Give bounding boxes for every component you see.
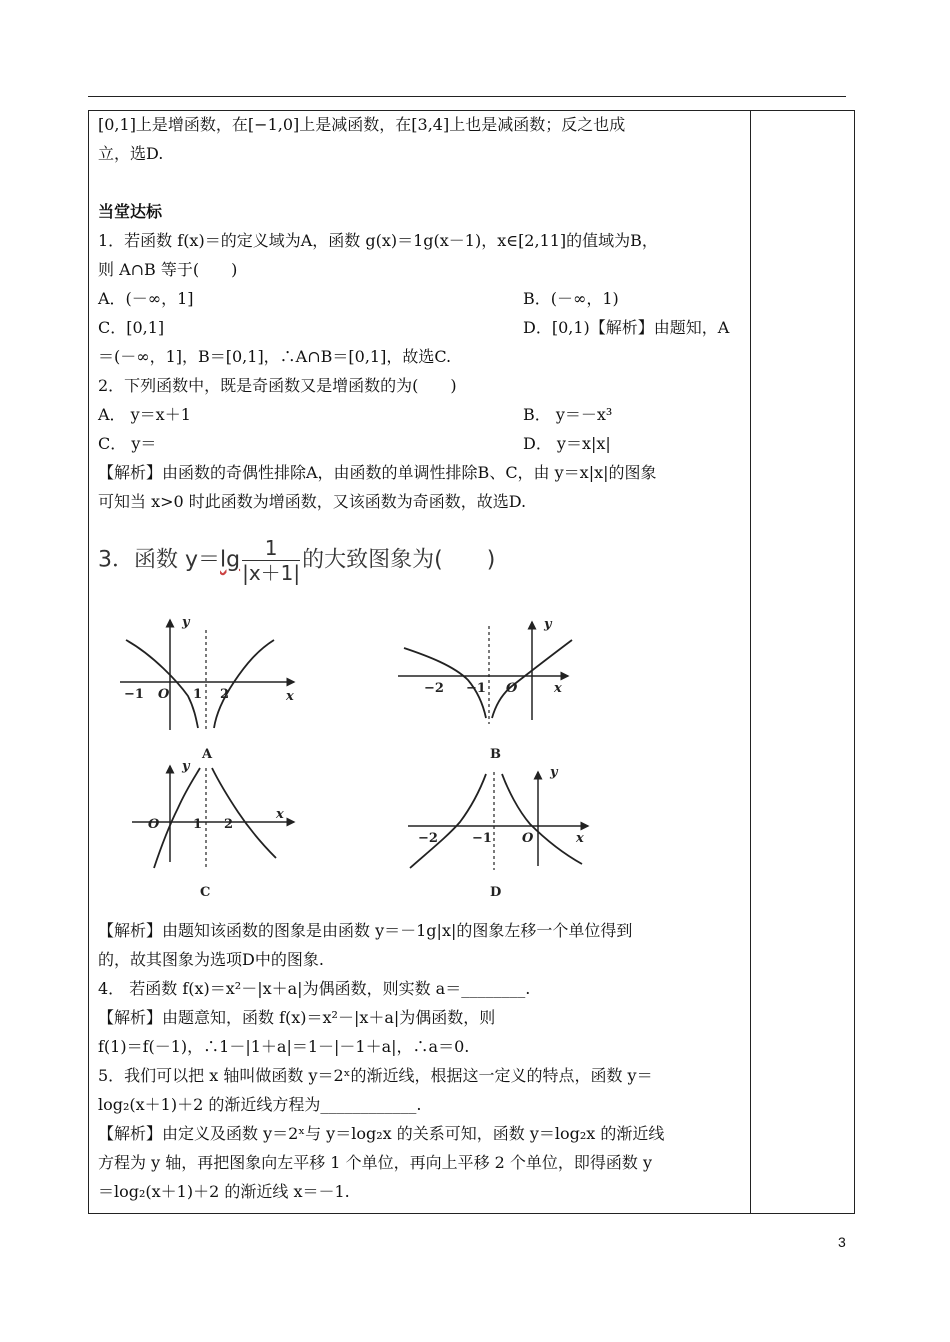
origin-label: O (148, 817, 160, 832)
q1-stem: 则 A∩B 等于( ) (98, 260, 238, 279)
q1-option-a: A．(－∞，1] (98, 289, 194, 308)
q3-lg: lg (220, 547, 241, 573)
graph-label-a: A (202, 747, 213, 762)
q1-option-c: C．[0,1] (98, 318, 165, 337)
q3-numerator: 1 (242, 536, 300, 561)
q3-figure (98, 536, 658, 906)
q5-stem: log₂(x＋1)＋2 的渐近线方程为____________. (98, 1095, 422, 1114)
axis-label-x: x (576, 831, 584, 846)
axis-label-y: y (544, 617, 552, 632)
text-line: 立，选D. (98, 144, 164, 163)
blank-line (98, 168, 743, 197)
q1-options-row (98, 284, 743, 313)
q2-analysis: 【解析】由函数的奇偶性排除A，由函数的单调性排除B、C，由 y＝x|x|的图象 (98, 463, 657, 482)
tick-label: 1 (193, 817, 203, 832)
q4-stem: 4． 若函数 f(x)＝x²－|x＋a|为偶函数，则实数 a＝________. (98, 979, 531, 998)
q2-option-d: D． y＝x|x| (523, 434, 611, 453)
q2-stem: 2．下列函数中，既是奇函数又是增函数的为( ) (98, 376, 457, 395)
axis-label-x: x (276, 807, 284, 822)
graph-label-b: B (490, 747, 501, 762)
graph-d (408, 765, 588, 900)
q2-option-b: B． y＝－x³ (523, 405, 613, 424)
graph-c (132, 759, 294, 900)
tick-label: −1 (466, 681, 486, 696)
q3-prefix: 3．函数 y＝ (98, 547, 221, 573)
text-line: [0,1]上是增函数，在[−1,0]上是减函数，在[3,4]上也是减函数；反之也成 (98, 115, 626, 134)
page-number: 3 (838, 1234, 846, 1250)
q5-analysis: 【解析】由定义及函数 y＝2ˣ与 y＝log₂x 的关系可知，函数 y＝log₂x 的渐近线 (98, 1124, 665, 1143)
axis-label-x: x (554, 681, 562, 696)
axis-label-y: y (550, 765, 558, 780)
graph-a (120, 615, 294, 762)
q1-options-row (98, 313, 743, 342)
origin-label: O (522, 831, 534, 846)
q4-analysis: 【解析】由题意知，函数 f(x)＝x²－|x＋a|为偶函数，则 (98, 1008, 496, 1027)
q4-analysis: f(1)＝f(－1)，∴1－|1＋a|＝1－|－1＋a|，∴a＝0. (98, 1037, 470, 1056)
tick-label: −1 (472, 831, 492, 846)
q5-analysis: ＝log₂(x＋1)＋2 的渐近线 x＝－1. (98, 1182, 350, 1201)
tick-label: 1 (193, 687, 203, 702)
tick-label: −2 (418, 831, 438, 846)
axis-label-x: x (286, 689, 294, 704)
axis-label-y: y (182, 615, 190, 630)
section-title: 当堂达标 (98, 202, 163, 221)
lower-content (98, 916, 743, 1206)
origin-label: O (506, 681, 518, 696)
graph-label-d: D (490, 885, 502, 900)
q3-analysis: 的，故其图象为选项D中的图象. (98, 950, 324, 969)
origin-label: O (158, 687, 170, 702)
q3-stem (98, 536, 495, 585)
q1-option-d: D．[0,1)【解析】由题知，A (523, 318, 730, 337)
header-rule (88, 96, 846, 97)
q3-denominator: |x＋1| (242, 561, 301, 585)
q1-stem: 1．若函数 f(x)＝的定义域为A，函数 g(x)＝1g(x－1)，x∈[2,11]的值域为B， (98, 231, 658, 250)
q2-option-c: C． y＝ (98, 434, 157, 453)
q2-option-a: A． y＝x＋1 (98, 405, 191, 424)
q1-option-b: B．(－∞，1) (523, 289, 619, 308)
tick-label: 2 (224, 817, 234, 832)
q2-options-row (98, 400, 743, 429)
q2-options-row (98, 429, 743, 458)
graph-b (398, 617, 572, 762)
q5-stem: 5．我们可以把 x 轴叫做函数 y＝2ˣ的渐近线，根据这一定义的特点，函数 y＝ (98, 1066, 653, 1085)
tick-label: 2 (220, 687, 230, 702)
tick-label: −2 (424, 681, 444, 696)
q3-fraction (242, 536, 300, 585)
axis-label-y: y (182, 759, 190, 774)
tick-label: −1 (124, 687, 144, 702)
q2-analysis: 可知当 x>0 时此函数为增函数，又该函数为奇函数，故选D. (98, 492, 527, 511)
table-column-divider (750, 110, 751, 1214)
main-content (98, 110, 743, 516)
graph-label-c: C (200, 885, 211, 900)
q1-analysis: ＝(－∞，1]，B＝[0,1]，∴A∩B＝[0,1]，故选C. (98, 347, 452, 366)
q3-analysis: 【解析】由题知该函数的图象是由函数 y＝－1g|x|的图象左移一个单位得到 (98, 921, 633, 940)
q5-analysis: 方程为 y 轴，再把图象向左平移 1 个单位，再向上平移 2 个单位，即得函数 y (98, 1153, 653, 1172)
q3-suffix: 的大致图象为( ) (302, 547, 496, 573)
q3-graphs (98, 600, 658, 906)
